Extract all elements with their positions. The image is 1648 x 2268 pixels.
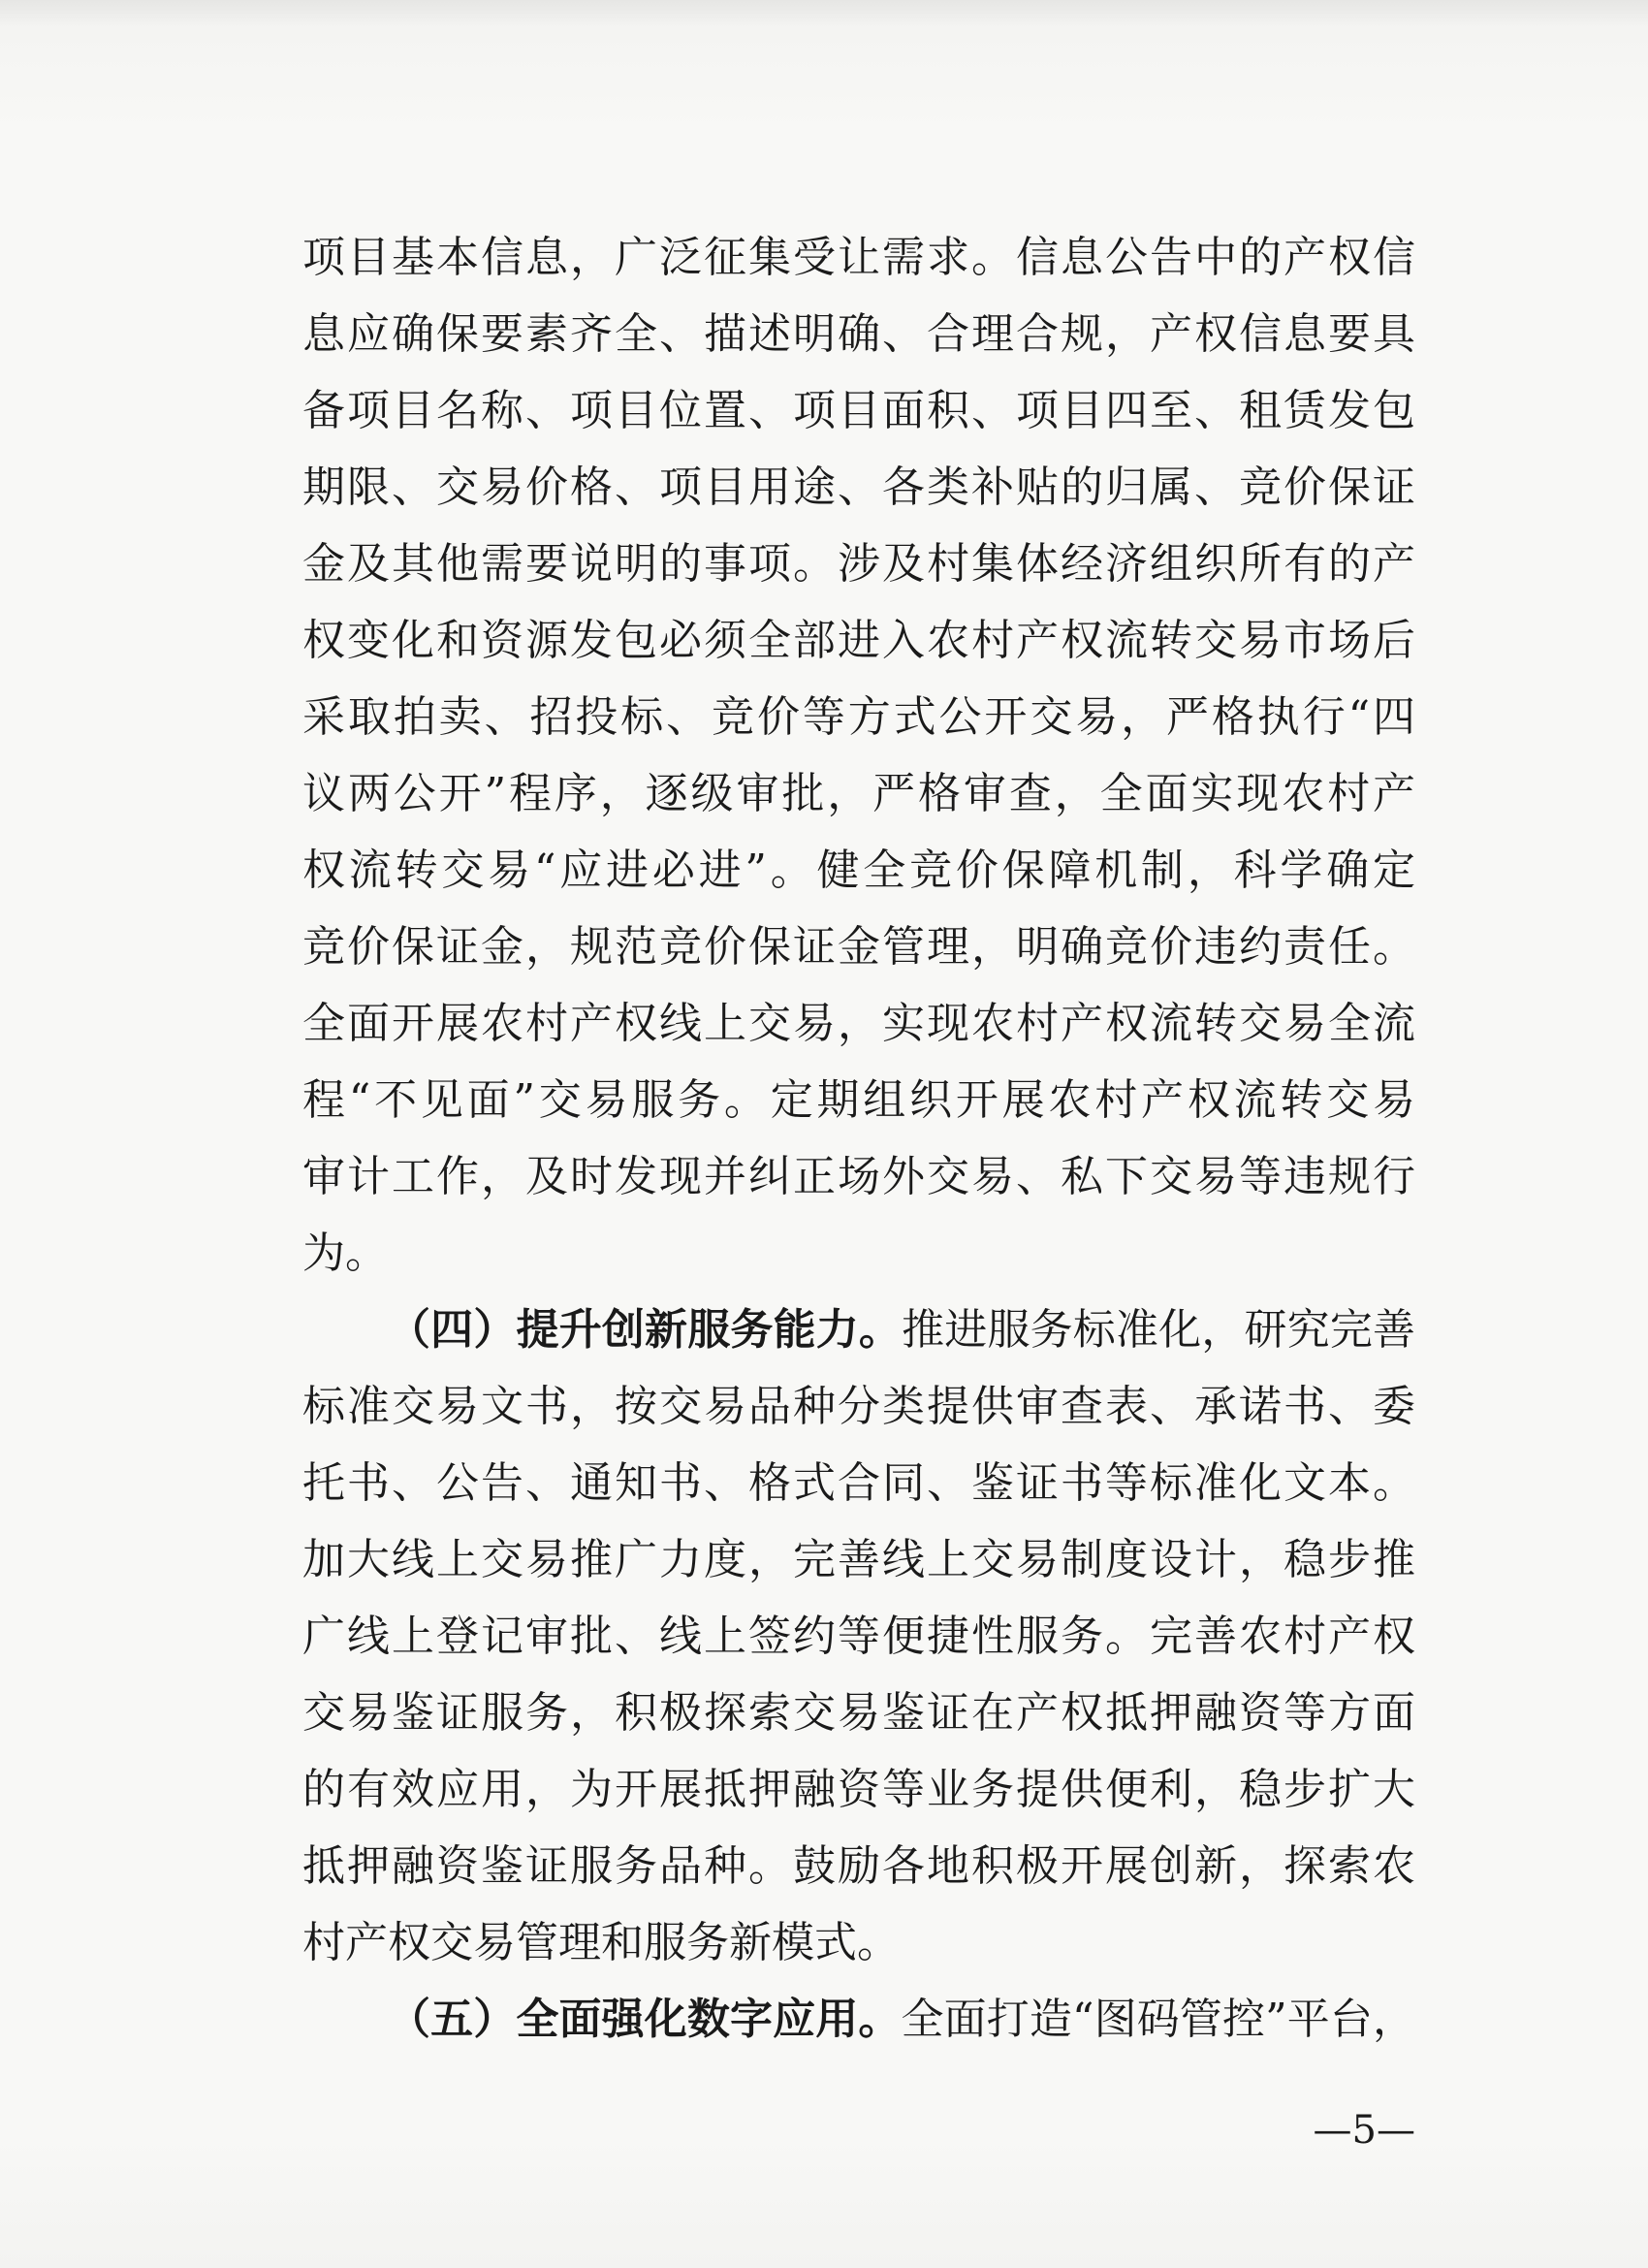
text-line: 期限、交易价格、项目用途、各类补贴的归属、竞价保证 [302, 463, 1415, 512]
text-line: 程“不见面”交易服务。定期组织开展农村产权流转交易 [302, 1075, 1415, 1125]
section-5-heading: （五）全面强化数字应用。 [388, 1995, 902, 2044]
text-line: 采取拍卖、招投标、竞价等方式公开交易，严格执行“四 [302, 692, 1415, 742]
section-5-paragraph [302, 1981, 1415, 2058]
text-line: 备项目名称、项目位置、项目面积、项目四至、租赁发包 [302, 386, 1415, 435]
section-5-first-line [302, 1981, 1415, 2058]
text-line: 村产权交易管理和服务新模式。 [302, 1918, 900, 1967]
text-line: 广线上登记审批、线上签约等便捷性服务。完善农村产权 [302, 1612, 1415, 1661]
text-line: 息应确保要素齐全、描述明确、合理合规，产权信息要具 [302, 309, 1415, 359]
section-4-paragraph [302, 1292, 1415, 1981]
scan-top-edge [0, 0, 1648, 27]
section-4-first-line [302, 1292, 1415, 1368]
text-line: 金及其他需要说明的事项。涉及村集体经济组织所有的产 [302, 539, 1415, 589]
text-line: 全面开展农村产权线上交易，实现农村产权流转交易全流 [302, 999, 1415, 1048]
section-4-first-line-text: 推进服务标准化，研究完善 [902, 1305, 1415, 1355]
text-line: 的有效应用，为开展抵押融资等业务提供便利，稳步扩大 [302, 1765, 1415, 1814]
page-number: —5— [1313, 2108, 1415, 2153]
text-line: 交易鉴证服务，积极探索交易鉴证在产权抵押融资等方面 [302, 1688, 1415, 1738]
text-line: 托书、公告、通知书、格式合同、鉴证书等标准化文本。 [302, 1458, 1415, 1508]
text-line: 标准交易文书，按交易品种分类提供审查表、承诺书、委 [302, 1382, 1415, 1431]
text-line: 权变化和资源发包必须全部进入农村产权流转交易市场后 [302, 616, 1415, 665]
body-text [302, 219, 1415, 2058]
text-line: 议两公开”程序，逐级审批，严格审查，全面实现农村产 [302, 769, 1415, 818]
text-line: 竞价保证金，规范竞价保证金管理，明确竞价违约责任。 [302, 922, 1415, 972]
text-line: 加大线上交易推广力度，完善线上交易制度设计，稳步推 [302, 1535, 1415, 1584]
section-5-first-line-text: 全面打造“图码管控”平台， [901, 1995, 1415, 2044]
text-line: 项目基本信息，广泛征集受让需求。信息公告中的产权信 [302, 233, 1415, 282]
text-line: 审计工作，及时发现并纠正场外交易、私下交易等违规行 [302, 1152, 1415, 1201]
paragraph-continuation [302, 219, 1415, 1292]
section-4-heading: （四）提升创新服务能力。 [388, 1305, 903, 1355]
text-line: 权流转交易“应进必进”。健全竞价保障机制，科学确定 [302, 846, 1415, 895]
text-line: 抵押融资鉴证服务品种。鼓励各地积极开展创新，探索农 [302, 1841, 1415, 1891]
text-line: 为。 [302, 1229, 388, 1278]
